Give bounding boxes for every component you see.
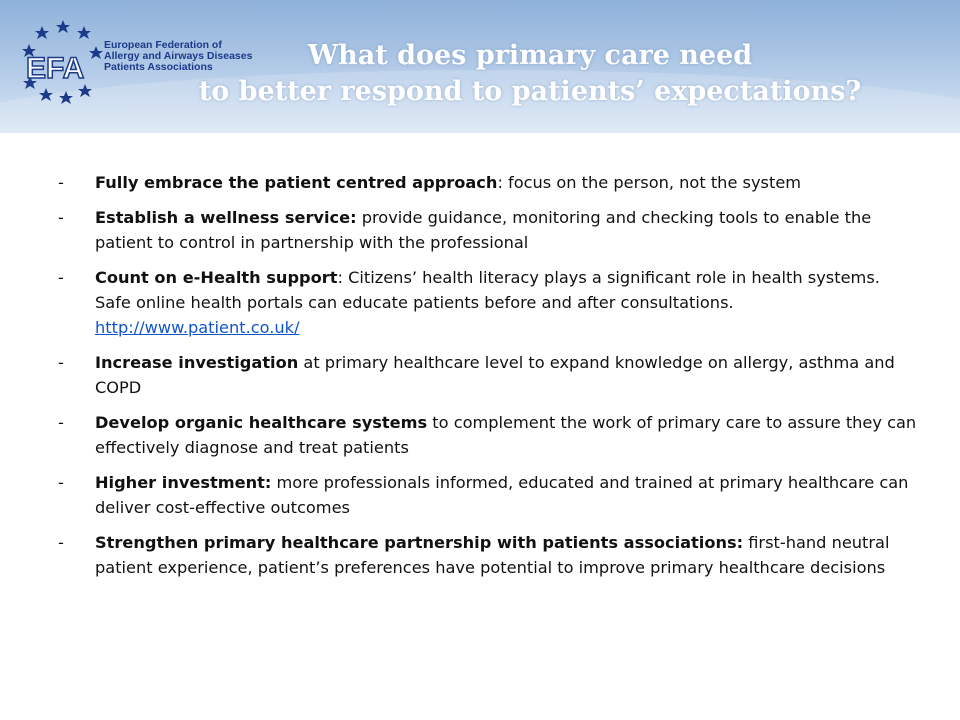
logo-abbreviation: EFA (26, 52, 85, 85)
item-body: at primary healthcare level to expand knowledge on allergy, asthma and COPD (95, 353, 895, 397)
bullet-dash: - (58, 413, 64, 432)
item-body: provide guidance, monitoring and checking tools to enable the patient to control in partnership with the professional (95, 208, 872, 252)
item-body: : focus on the person, not the system (497, 173, 802, 192)
bullet-dash: - (58, 533, 64, 552)
item-body: more professionals informed, educated and trained at primary healthcare can deliver cost-effective outcomes (95, 473, 909, 517)
title-line-1: What does primary care need (307, 40, 753, 71)
patient-website-link[interactable]: http://www.patient.co.uk/ (95, 318, 300, 337)
item-body: to complement the work of primary care to assure they can effectively diagnose and treat patients (95, 413, 917, 457)
item-heading: Strengthen primary healthcare partnership with patients associations: (95, 533, 744, 552)
list-item (58, 470, 918, 520)
list-item-text (95, 530, 918, 580)
list-item-text (95, 350, 918, 400)
item-heading: Count on e-Health support (95, 268, 338, 287)
item-heading: Higher investment: (95, 473, 272, 492)
item-body: first-hand neutral patient experience, patient’s preferences have potential to improve primary healthcare decisions (95, 533, 890, 577)
item-body: : Citizens’ health literacy plays a significant role in health systems. Safe online health portals can educate patients before and after consultations. (95, 268, 880, 312)
star-ring-icon (18, 16, 108, 106)
list-item-text (95, 410, 918, 460)
list-item (58, 410, 918, 460)
bullet-dash: - (58, 473, 64, 492)
bullet-dash: - (58, 353, 64, 372)
bullet-dash: - (58, 208, 64, 227)
item-heading: Develop organic healthcare systems (95, 413, 428, 432)
bullet-dash: - (58, 268, 64, 287)
list-item-text (95, 265, 918, 340)
list-item-text (95, 170, 918, 195)
item-heading: Establish a wellness service: (95, 208, 357, 227)
list-item (58, 205, 918, 255)
list-item (58, 350, 918, 400)
title-line-2: to better respond to patients’ expectations? (198, 76, 862, 107)
list-item-text (95, 470, 918, 520)
logo-name-line: Patients Associations (104, 61, 213, 73)
bullet-list (58, 170, 918, 590)
slide-title (120, 38, 940, 110)
list-item (58, 170, 918, 195)
item-heading: Increase investigation (95, 353, 299, 372)
list-item (58, 530, 918, 580)
list-item (58, 265, 918, 340)
logo-name-line: Allergy and Airways Diseases (104, 50, 253, 62)
bullet-dash: - (58, 173, 64, 192)
slide-header (0, 0, 960, 133)
item-heading: Fully embrace the patient centred approach (95, 173, 498, 192)
logo-name-line: European Federation of (104, 39, 222, 51)
list-item-text (95, 205, 918, 255)
